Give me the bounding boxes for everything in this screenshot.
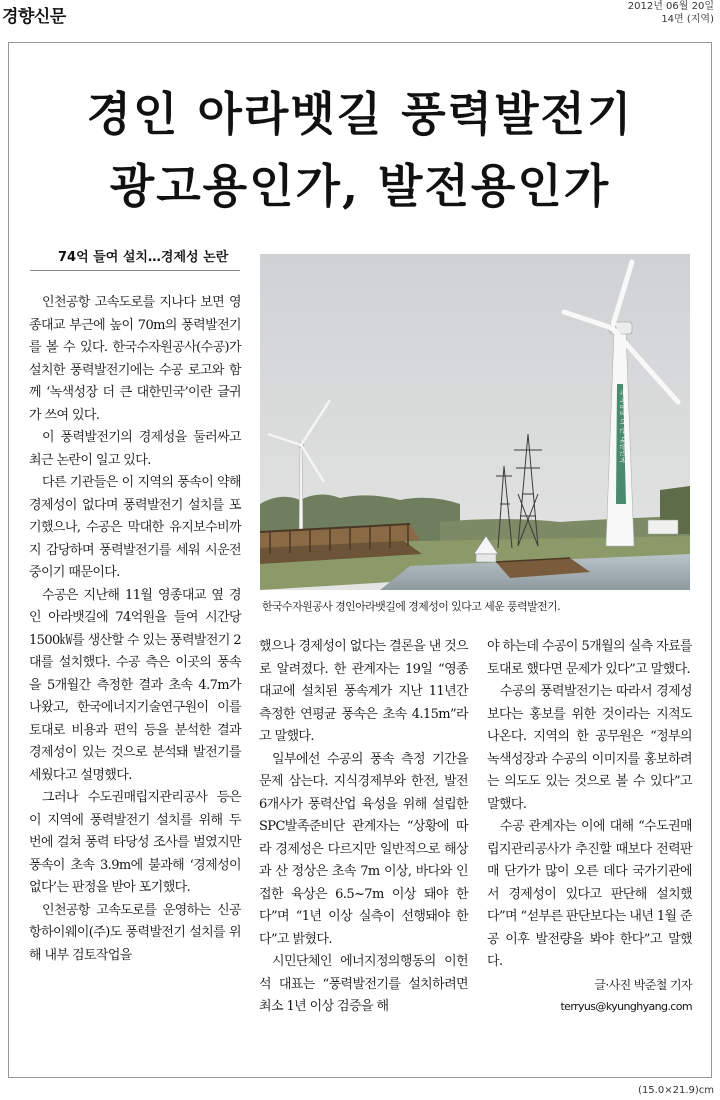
paragraph: 일부에선 수공의 풍속 측정 기간을 문제 삼는다. 지식경제부와 한전, 발전 6개사가 풍력산업 육성을 위해 설립한 SPC발족준비단 관계자는 “상황에 따라 경제성은 다르지만 일반적으로 해상과 산 정상은 초속 7m 이상, 바다와 인접한 육상은 6.5~7m 이상 돼야 한다”며 “1년 이상 실측이 선행돼야 한다”고 밝혔다. bbox=[259, 751, 468, 947]
newspaper-masthead: 경향신문 bbox=[2, 7, 66, 27]
article-column-2 bbox=[259, 636, 468, 1019]
article-column-1 bbox=[29, 292, 241, 967]
page-number: 14면 (지역) bbox=[661, 14, 714, 25]
clipping-size: (15.0×21.9)cm bbox=[638, 1085, 714, 1096]
paragraph: 인천공항 고속도로를 운영하는 신공항하이웨이(주)도 풍력발전기 설치를 위해 내부 검토작업을 bbox=[29, 902, 241, 963]
tower-slogan: 녹색성장 더 큰 대한민국 bbox=[619, 389, 627, 464]
photo-caption: 한국수자원공사 경인아라뱃길에 경제성이 있다고 세운 풍력발전기. bbox=[262, 600, 561, 613]
reporter-email[interactable]: terryus@kyunghyang.com bbox=[560, 1000, 692, 1013]
headline-line-1: 경인 아라뱃길 풍력발전기 bbox=[86, 87, 634, 141]
issue-meta bbox=[628, 0, 714, 26]
issue-date: 2012년 06월 20일 bbox=[627, 1, 714, 12]
paragraph: 이 풍력발전기의 경제성을 둘러싸고 최근 논란이 일고 있다. bbox=[29, 430, 241, 468]
byline: 글·사진 박준철 기자 bbox=[594, 977, 692, 992]
paragraph: 수공의 풍력발전기는 따라서 경제성보다는 홍보를 위한 것이라는 지적도 나온다. 지역의 한 공무원은 “정부의 녹색성장과 수공의 이미지를 홍보하려는 의도도 있는 것으로 볼 수 있다”고 말했다. bbox=[487, 684, 692, 812]
subheadline: 74억 들여 설치…경제성 논란 bbox=[58, 250, 229, 265]
paragraph: 수공 관계자는 이에 대해 “수도권매립지관리공사가 추진할 때보다 전력판매 단가가 많이 오른 데다 국가기관에서 경제성이 있다고 판단해 설치했다”며 “섣부른 판단보다는 내년 1월 준공 이후 발전량을 봐야 한다”고 말했다. bbox=[487, 819, 692, 969]
paragraph: 다른 기관들은 이 지역의 풍속이 약해 경제성이 없다며 풍력발전기 설치를 포기했으나, 수공은 막대한 유지보수비까지 감당하며 풍력발전기를 세워 시운전 중이기 때문이다. bbox=[29, 475, 241, 580]
article-column-3 bbox=[487, 636, 692, 1019]
paragraph: 야 하는데 수공이 5개월의 실측 자료를 토대로 했다면 문제가 있다”고 말했다. bbox=[487, 639, 692, 677]
paragraph: 수공은 지난해 11월 영종대교 옆 경인 아라뱃길에 74억원을 들여 시간당 1500㎾를 생산할 수 있는 풍력발전기 2대를 설치했다. 수공 측은 이곳의 풍속을 5개월간 측정한 결과 초속 4.7m가 나왔고, 한국에너지기술연구원이 이를 토대로 비용과 편익 등을 분석한 결과 경제성이 있는 것으로 분석돼 발전기를 세웠다고 설명했다. bbox=[29, 587, 241, 783]
paragraph: 그러나 수도권매립지관리공사 등은 이 지역에 풍력발전기 설치를 위해 두 번에 걸쳐 풍력 타당성 조사를 벌였지만 풍속이 초속 3.9m에 불과해 ‘경제성이 없다’는 판정을 받아 포기했다. bbox=[29, 790, 241, 895]
paragraph: 했으나 경제성이 없다는 결론을 낸 것으로 알려졌다. 한 관계자는 19일 “영종대교에 설치된 풍속계가 지난 11년간 측정한 연평균 풍속은 초속 4.15m”라고 말했다. bbox=[259, 639, 468, 744]
headline-line-2: 광고용인가, 발전용인가 bbox=[109, 159, 611, 213]
subhead-rule bbox=[30, 270, 240, 271]
article-photo bbox=[260, 254, 690, 590]
paragraph: 인천공항 고속도로를 지나다 보면 영종대교 부근에 높이 70m의 풍력발전기를 볼 수 있다. 한국수자원공사(수공)가 설치한 풍력발전기에는 수공 로고와 함께 ‘녹색성장 더 큰 대한민국’이란 글귀가 쓰여 있다. bbox=[29, 295, 241, 423]
paragraph: 시민단체인 에너지정의행동의 이헌석 대표는 “풍력발전기를 설치하려면 최소 1년 이상 검증을 해 bbox=[259, 954, 468, 1014]
